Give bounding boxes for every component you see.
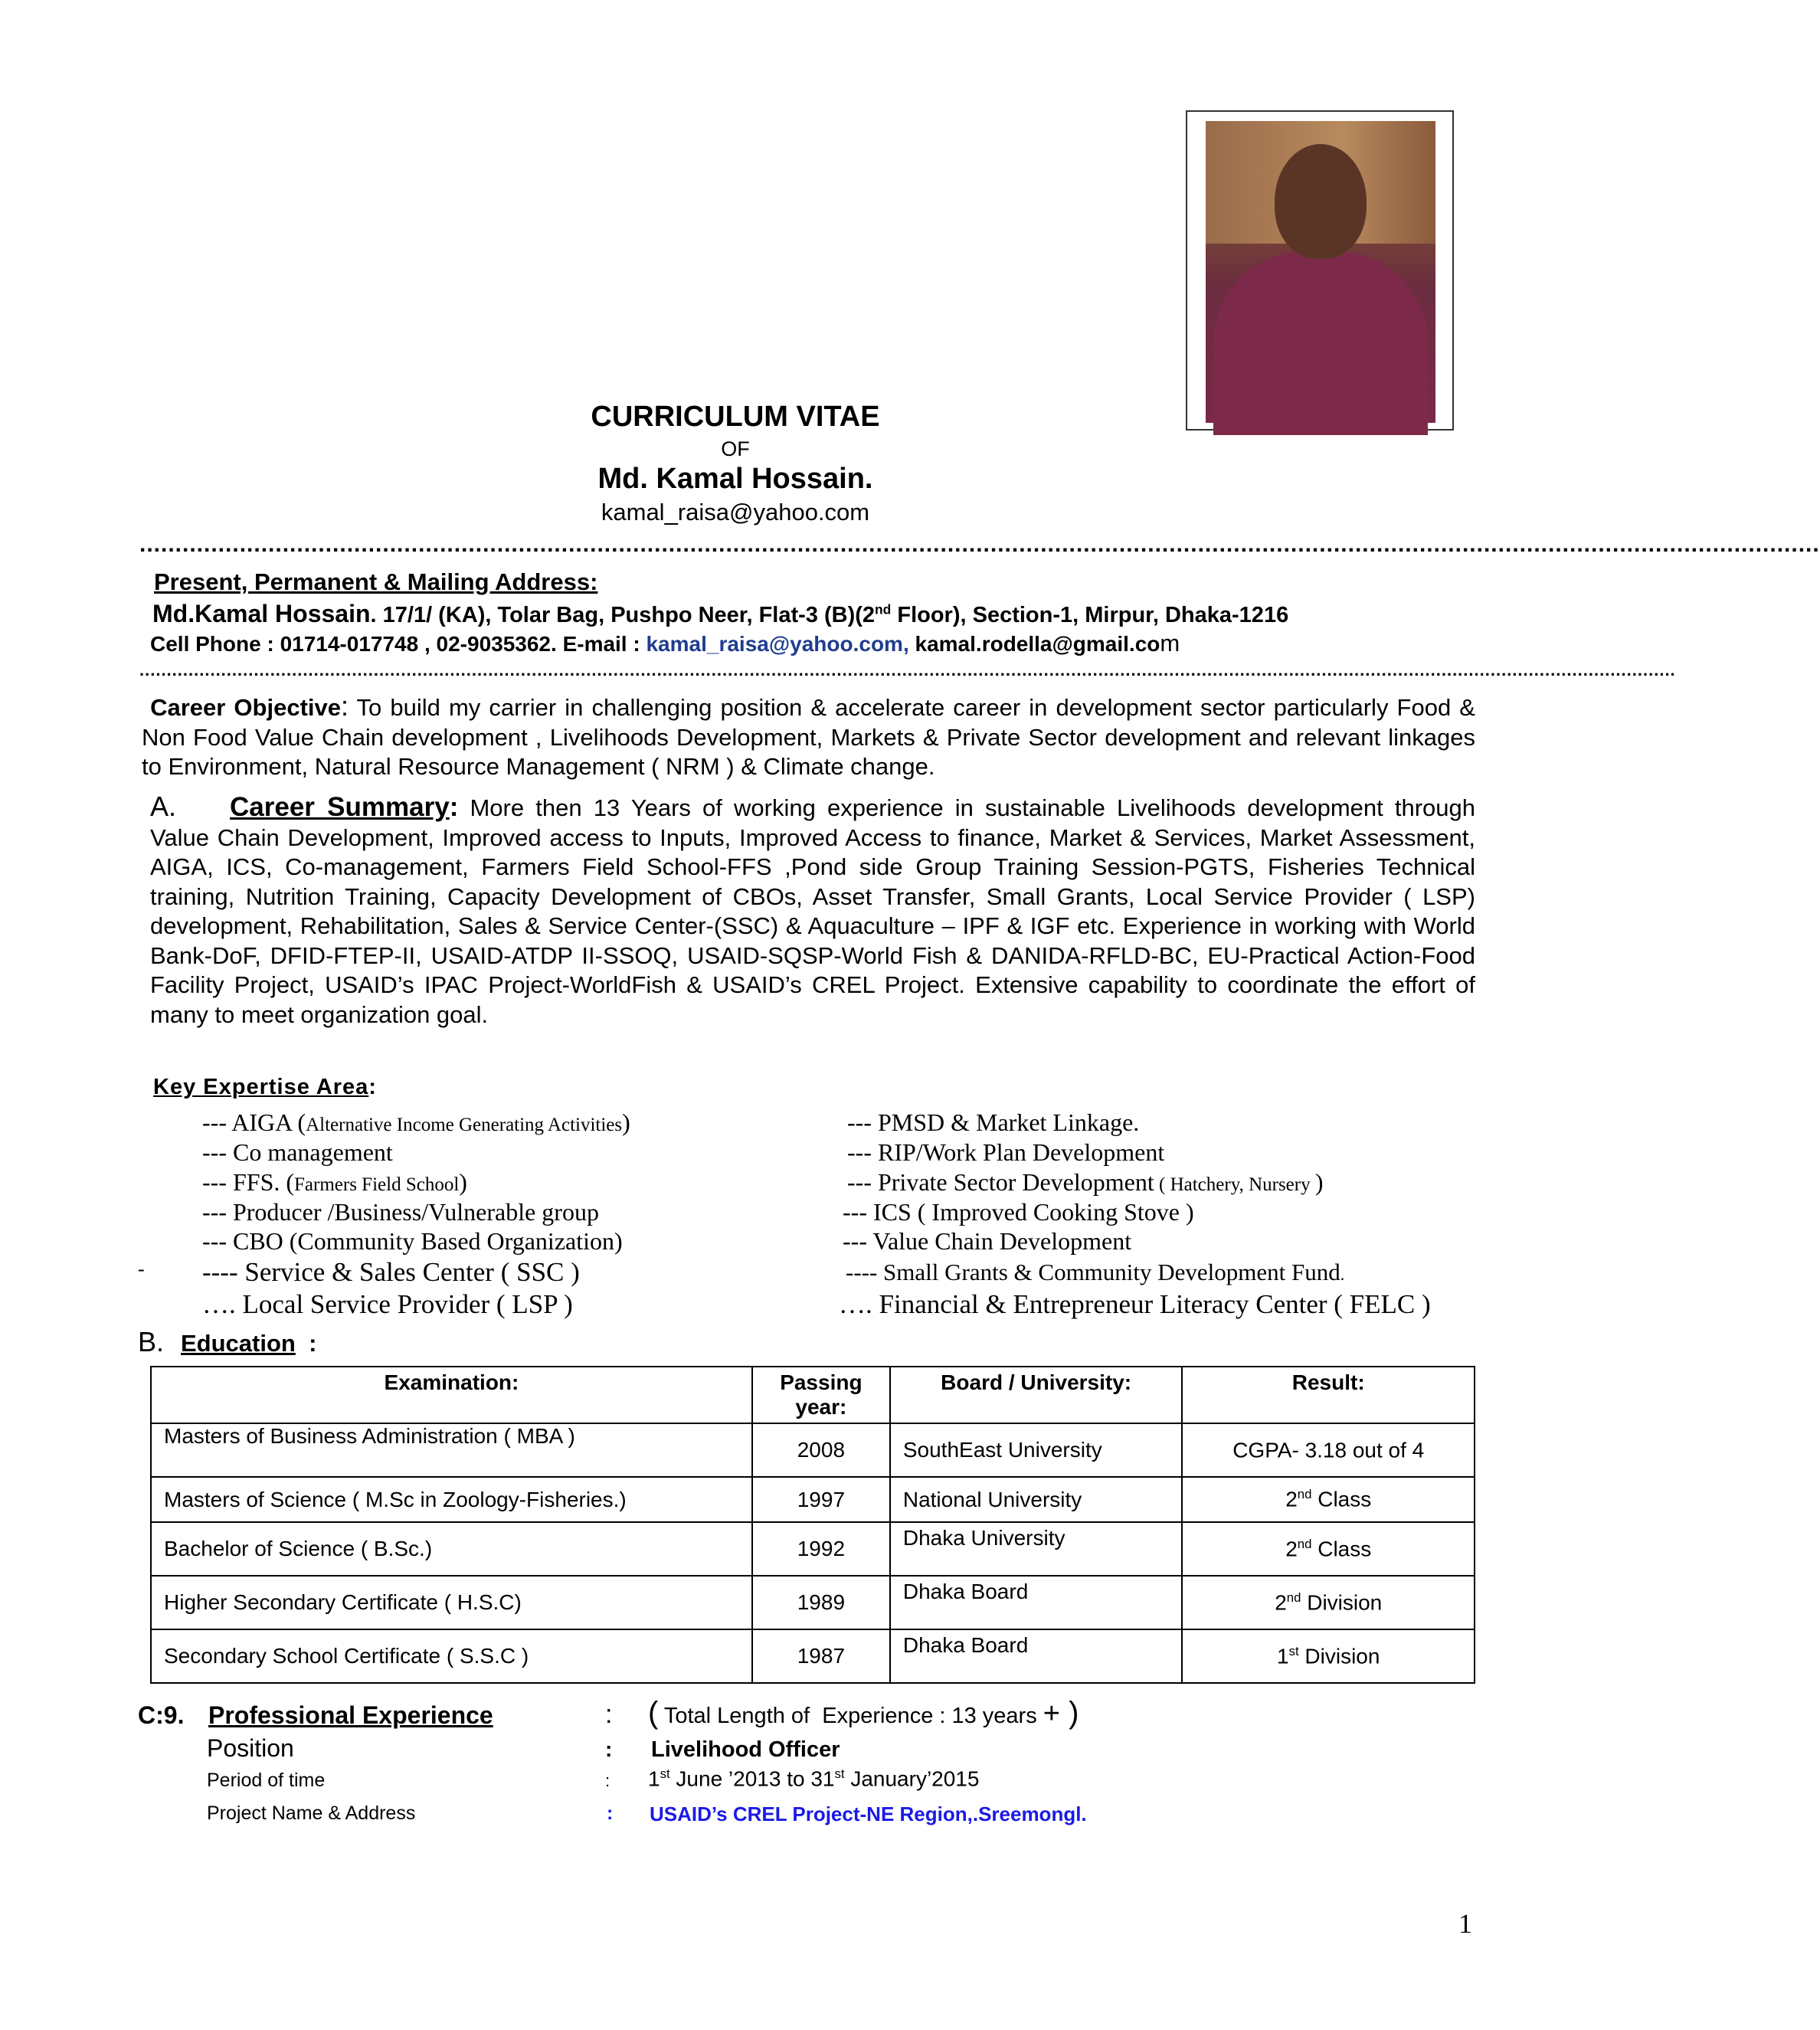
expertise-left-6: ---- Service & Sales Center ( SSC ) xyxy=(202,1257,580,1287)
period-value: 1st June ’2013 to 31st January’2015 xyxy=(648,1766,980,1791)
period-colon: : xyxy=(605,1771,610,1790)
section-letter-b: B. xyxy=(138,1326,165,1357)
education-table xyxy=(150,1366,1475,1684)
dotted-divider-2: .......................................................................................................................................................................................................................................................................................... xyxy=(139,660,1676,679)
exam-cell: Secondary School Certificate ( S.S.C ) xyxy=(151,1629,752,1683)
board-cell: Dhaka University xyxy=(890,1522,1183,1576)
table-row xyxy=(151,1576,1475,1629)
total-experience: ( Total Length of Experience : 13 years + ) xyxy=(648,1696,1079,1730)
board-cell: National University xyxy=(890,1477,1183,1522)
cv-name: Md. Kamal Hossain. xyxy=(597,463,873,495)
exam-cell: Masters of Science ( M.Sc in Zoology-Fisheries.) xyxy=(151,1477,752,1522)
board-cell: Dhaka Board xyxy=(890,1576,1183,1629)
page-number: 1 xyxy=(1458,1908,1472,1939)
table-row xyxy=(151,1522,1475,1576)
position-colon: : xyxy=(605,1737,613,1761)
education-heading: Education : xyxy=(181,1330,317,1357)
expertise-left-1: --- AIGA (Alternative Income Generating Activities) xyxy=(202,1108,630,1136)
expertise-right-3: --- Private Sector Development ( Hatchery, Nursery ) xyxy=(847,1168,1324,1196)
result-cell: CGPA- 3.18 out of 4 xyxy=(1182,1423,1475,1477)
exam-cell: Masters of Business Administration ( MBA ) xyxy=(151,1423,752,1477)
result-cell: 1st Division xyxy=(1182,1629,1475,1683)
stray-dash: - xyxy=(138,1258,145,1280)
key-expertise-heading: Key Expertise Area: xyxy=(153,1075,377,1099)
profile-photo xyxy=(1206,121,1435,423)
exam-cell: Higher Secondary Certificate ( H.S.C) xyxy=(151,1576,752,1629)
email-link-gmail[interactable]: kamal.rodella@gmail.com xyxy=(915,630,1180,656)
year-cell: 2008 xyxy=(752,1423,890,1477)
project-value: USAID’s CREL Project-NE Region,.Sreemongl. xyxy=(650,1802,1087,1825)
project-label: Project Name & Address xyxy=(207,1802,416,1824)
col-header: Examination: xyxy=(151,1367,752,1423)
address-name: Md.Kamal Hossain xyxy=(152,600,371,627)
expertise-right-1: --- PMSD & Market Linkage. xyxy=(847,1108,1140,1136)
expertise-right-4: --- ICS ( Improved Cooking Stove ) xyxy=(843,1198,1194,1226)
table-row xyxy=(151,1629,1475,1683)
experience-colon: : xyxy=(605,1700,613,1729)
career-objective-label: Career Objective xyxy=(150,694,341,721)
result-cell: 2nd Class xyxy=(1182,1477,1475,1522)
exam-cell: Bachelor of Science ( B.Sc.) xyxy=(151,1522,752,1576)
year-cell: 1989 xyxy=(752,1576,890,1629)
experience-prefix: C:9. xyxy=(138,1701,185,1729)
position-value: Livelihood Officer xyxy=(651,1737,840,1762)
career-summary-text: More then 13 Years of working experience in sustainable Livelihoods development through Value Chain Development, Improved access to Inputs, Improved Access to finance, Market & Services, Market Assessment, AIGA, ICS, Co-management, Farmers Field School-FFS ,Pond side Group Training Session-PGTS, Fisheries Technical training, Nutrition Training, Capacity Development of CBOs, Asset Transfer, Small Grants, Local Service Provider ( LSP) development, Rehabilitation, Sales & Service Center-(SSC) & Aquaculture – IPF & IGF etc. Experience in working with World Bank-DoF, DFID-FTEP-II, USAID-ATDP II-SSOQ, USAID-SQSP-World Fish & DANIDA-RFLD-BC, EU-Practical Action-Food Facility Project, USAID’s IPAC Project-WorldFish & USAID’s CREL Project. Extensive capability to coordinate the effort of many to meet organization goal. xyxy=(150,794,1476,1028)
year-cell: 1992 xyxy=(752,1522,890,1576)
email-link-yahoo[interactable]: kamal_raisa@yahoo.com, xyxy=(646,632,909,656)
col-header: Result: xyxy=(1182,1367,1475,1423)
address-line: Md.Kamal Hossain. 17/1/ (KA), Tolar Bag, Pushpo Neer, Flat-3 (B)(2nd Floor), Section-1, Mirpur, Dhaka-1216 xyxy=(152,600,1289,627)
career-summary: Career Summary: More then 13 Years of working experience in sustainable Livelihoods development through Value Chain Development, Improved access to Inputs, Improved Access to finance, Market & Services, Market Assessment, AIGA, ICS, Co-management, Farmers Field School-FFS ,Pond side Group Training Session-PGTS, Fisheries Technical training, Nutrition Training, Capacity Development of CBOs, Asset Transfer, Small Grants, Local Service Provider ( LSP) development, Rehabilitation, Sales & Service Center-(SSC) & Aquaculture – IPF & IGF etc. Experience in working with World Bank-DoF, DFID-FTEP-II, USAID-ATDP II-SSOQ, USAID-SQSP-World Fish & DANIDA-RFLD-BC, EU-Practical Action-Food Facility Project, USAID’s IPAC Project-WorldFish & USAID’s CREL Project. Extensive capability to coordinate the effort of many to meet organization goal. xyxy=(150,792,1476,1028)
address-heading: Present, Permanent & Mailing Address: xyxy=(154,568,598,595)
expertise-right-7: …. Financial & Entrepreneur Literacy Center ( FELC ) xyxy=(839,1289,1431,1319)
contact-line: Cell Phone : 01714-017748 , 02-9035362. E-mail : kamal_raisa@yahoo.com, kamal.rodella@gmail.com xyxy=(150,630,1180,656)
expertise-left-5: --- CBO (Community Based Organization) xyxy=(202,1227,623,1255)
experience-heading: Professional Experience xyxy=(208,1701,493,1729)
career-objective: Career Objective: To build my carrier in challenging position & accelerate career in development sector particularly Food & Non Food Value Chain development , Livelihoods Development, Markets & Private Sector development and relevant linkages to Environment, Natural Resource Management ( NRM ) & Climate change. xyxy=(142,690,1475,780)
expertise-left-4: --- Producer /Business/Vulnerable group xyxy=(202,1198,599,1226)
expertise-left-2: --- Co management xyxy=(202,1138,393,1166)
expertise-right-2: --- RIP/Work Plan Development xyxy=(847,1138,1165,1166)
expertise-right-5: --- Value Chain Development xyxy=(843,1227,1132,1255)
profile-photo-frame xyxy=(1186,110,1454,431)
expertise-left-3: --- FFS. (Farmers Field School) xyxy=(202,1168,467,1196)
career-summary-label: Career Summary xyxy=(230,792,450,822)
expertise-left-7: …. Local Service Provider ( LSP ) xyxy=(202,1289,573,1319)
section-letter-a: A. xyxy=(150,791,177,822)
cv-title: CURRICULUM VITAE xyxy=(591,401,880,433)
dotted-divider: ........................................................................................................................................................................................................................................... xyxy=(139,532,1820,557)
cv-of: OF xyxy=(721,437,750,460)
position-label: Position xyxy=(207,1734,294,1762)
result-cell: 2nd Class xyxy=(1182,1522,1475,1576)
table-header-row xyxy=(151,1367,1475,1423)
col-header: Board / University: xyxy=(890,1367,1183,1423)
table-row xyxy=(151,1477,1475,1522)
table-row xyxy=(151,1423,1475,1477)
board-cell: Dhaka Board xyxy=(890,1629,1183,1683)
year-cell: 1997 xyxy=(752,1477,890,1522)
period-label: Period of time xyxy=(207,1770,326,1791)
result-cell: 2nd Division xyxy=(1182,1576,1475,1629)
career-objective-text: To build my carrier in challenging position & accelerate career in development sector particularly Food & Non Food Value Chain development , Livelihoods Development, Markets & Private Sector development and relevant linkages to Environment, Natural Resource Management ( NRM ) & Climate change. xyxy=(142,694,1475,780)
cv-email: kamal_raisa@yahoo.com xyxy=(601,499,870,526)
project-colon: : xyxy=(607,1802,614,1824)
expertise-right-6: ---- Small Grants & Community Development Fund. xyxy=(846,1259,1345,1285)
board-cell: SouthEast University xyxy=(890,1423,1183,1477)
year-cell: 1987 xyxy=(752,1629,890,1683)
col-header: Passing year: xyxy=(752,1367,890,1423)
